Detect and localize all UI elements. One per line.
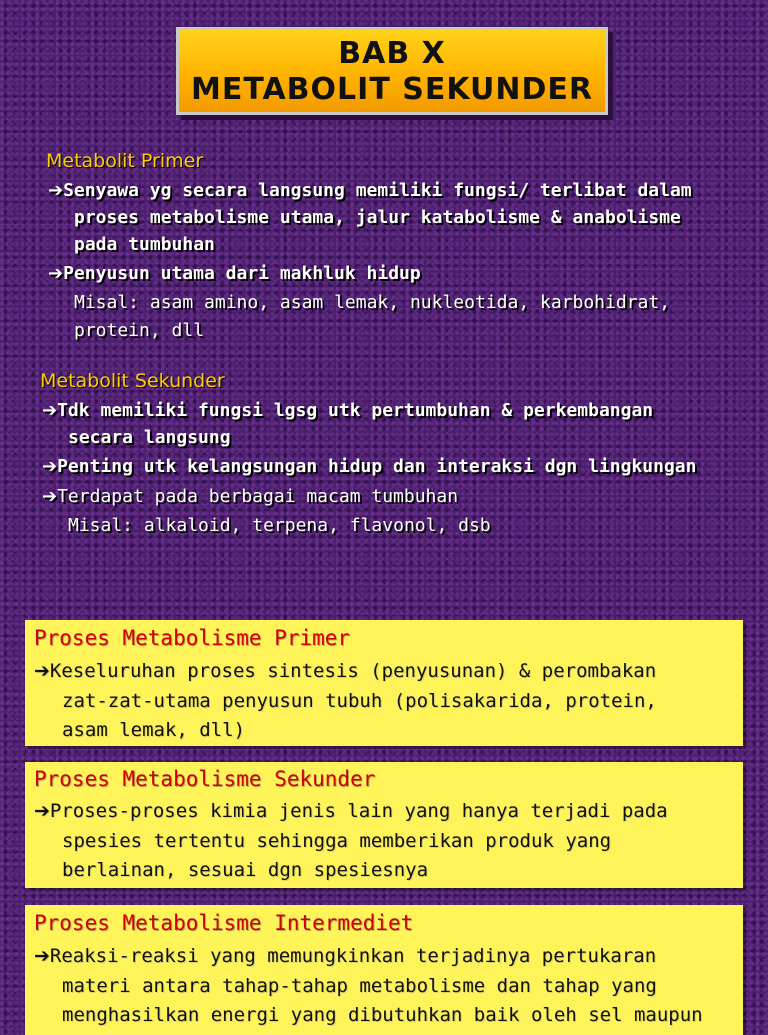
- sekunder-line-4: ➔Terdapat pada berbagai macam tumbuhan: [42, 486, 459, 507]
- sekunder-heading: Metabolit Sekunder: [40, 370, 225, 392]
- bullet-arrow-icon: ➔: [42, 486, 58, 507]
- primer-heading: Metabolit Primer: [46, 150, 204, 172]
- box-title: Proses Metabolisme Intermediet: [34, 911, 414, 935]
- bullet-arrow-icon: ➔: [48, 180, 64, 201]
- primer-line-2: proses metabolisme utama, jalur katabolisme & anabolisme: [74, 207, 681, 228]
- box-title: Proses Metabolisme Primer: [34, 626, 351, 650]
- box-line: asam lemak, dll): [62, 719, 246, 741]
- title-chapter: BAB X: [338, 36, 446, 71]
- bullet-arrow-icon: ➔: [42, 400, 58, 421]
- box-line: ➔Reaksi-reaksi yang memungkinkan terjadinya pertukaran: [34, 945, 657, 967]
- box-metabolisme-intermediet: [25, 905, 743, 1035]
- box-metabolisme-sekunder: [25, 762, 743, 888]
- sekunder-line-5: Misal: alkaloid, terpena, flavonol, dsb: [68, 515, 491, 536]
- primer-line-6: protein, dll: [74, 320, 205, 341]
- bullet-arrow-icon: ➔: [34, 660, 50, 682]
- primer-line-5: Misal: asam amino, asam lemak, nukleotida, karbohidrat,: [74, 292, 671, 313]
- primer-line-3: pada tumbuhan: [74, 234, 215, 255]
- box-line: ➔Proses-proses kimia jenis lain yang hanya terjadi pada: [34, 800, 668, 822]
- box-line: zat-zat-utama penyusun tubuh (polisakarida, protein,: [62, 690, 657, 712]
- bullet-arrow-icon: ➔: [34, 800, 50, 822]
- primer-line-4: ➔Penyusun utama dari makhluk hidup: [48, 263, 421, 284]
- box-line: menghasilkan energi yang dibutuhkan baik oleh sel maupun: [62, 1004, 703, 1026]
- box-line: ➔Keseluruhan proses sintesis (penyusunan) & perombakan: [34, 660, 657, 682]
- box-line: berlainan, sesuai dgn spesiesnya: [62, 859, 429, 881]
- slide-title-box: [176, 27, 608, 115]
- box-title: Proses Metabolisme Sekunder: [34, 767, 376, 791]
- sekunder-line-1: ➔Tdk memiliki fungsi lgsg utk pertumbuhan & perkembangan: [42, 400, 654, 421]
- bullet-arrow-icon: ➔: [42, 456, 58, 477]
- box-metabolisme-primer: [25, 620, 743, 746]
- title-topic: METABOLIT SEKUNDER: [190, 72, 594, 107]
- box-line: materi antara tahap-tahap metabolisme dan tahap yang: [62, 975, 657, 997]
- box-line: spesies tertentu sehingga memberikan produk yang: [62, 830, 612, 852]
- primer-line-1: ➔Senyawa yg secara langsung memiliki fungsi/ terlibat dalam: [48, 180, 692, 201]
- sekunder-line-2: secara langsung: [68, 427, 231, 448]
- bullet-arrow-icon: ➔: [48, 263, 64, 284]
- bullet-arrow-icon: ➔: [34, 945, 50, 967]
- sekunder-line-3: ➔Penting utk kelangsungan hidup dan interaksi dgn lingkungan: [42, 456, 697, 477]
